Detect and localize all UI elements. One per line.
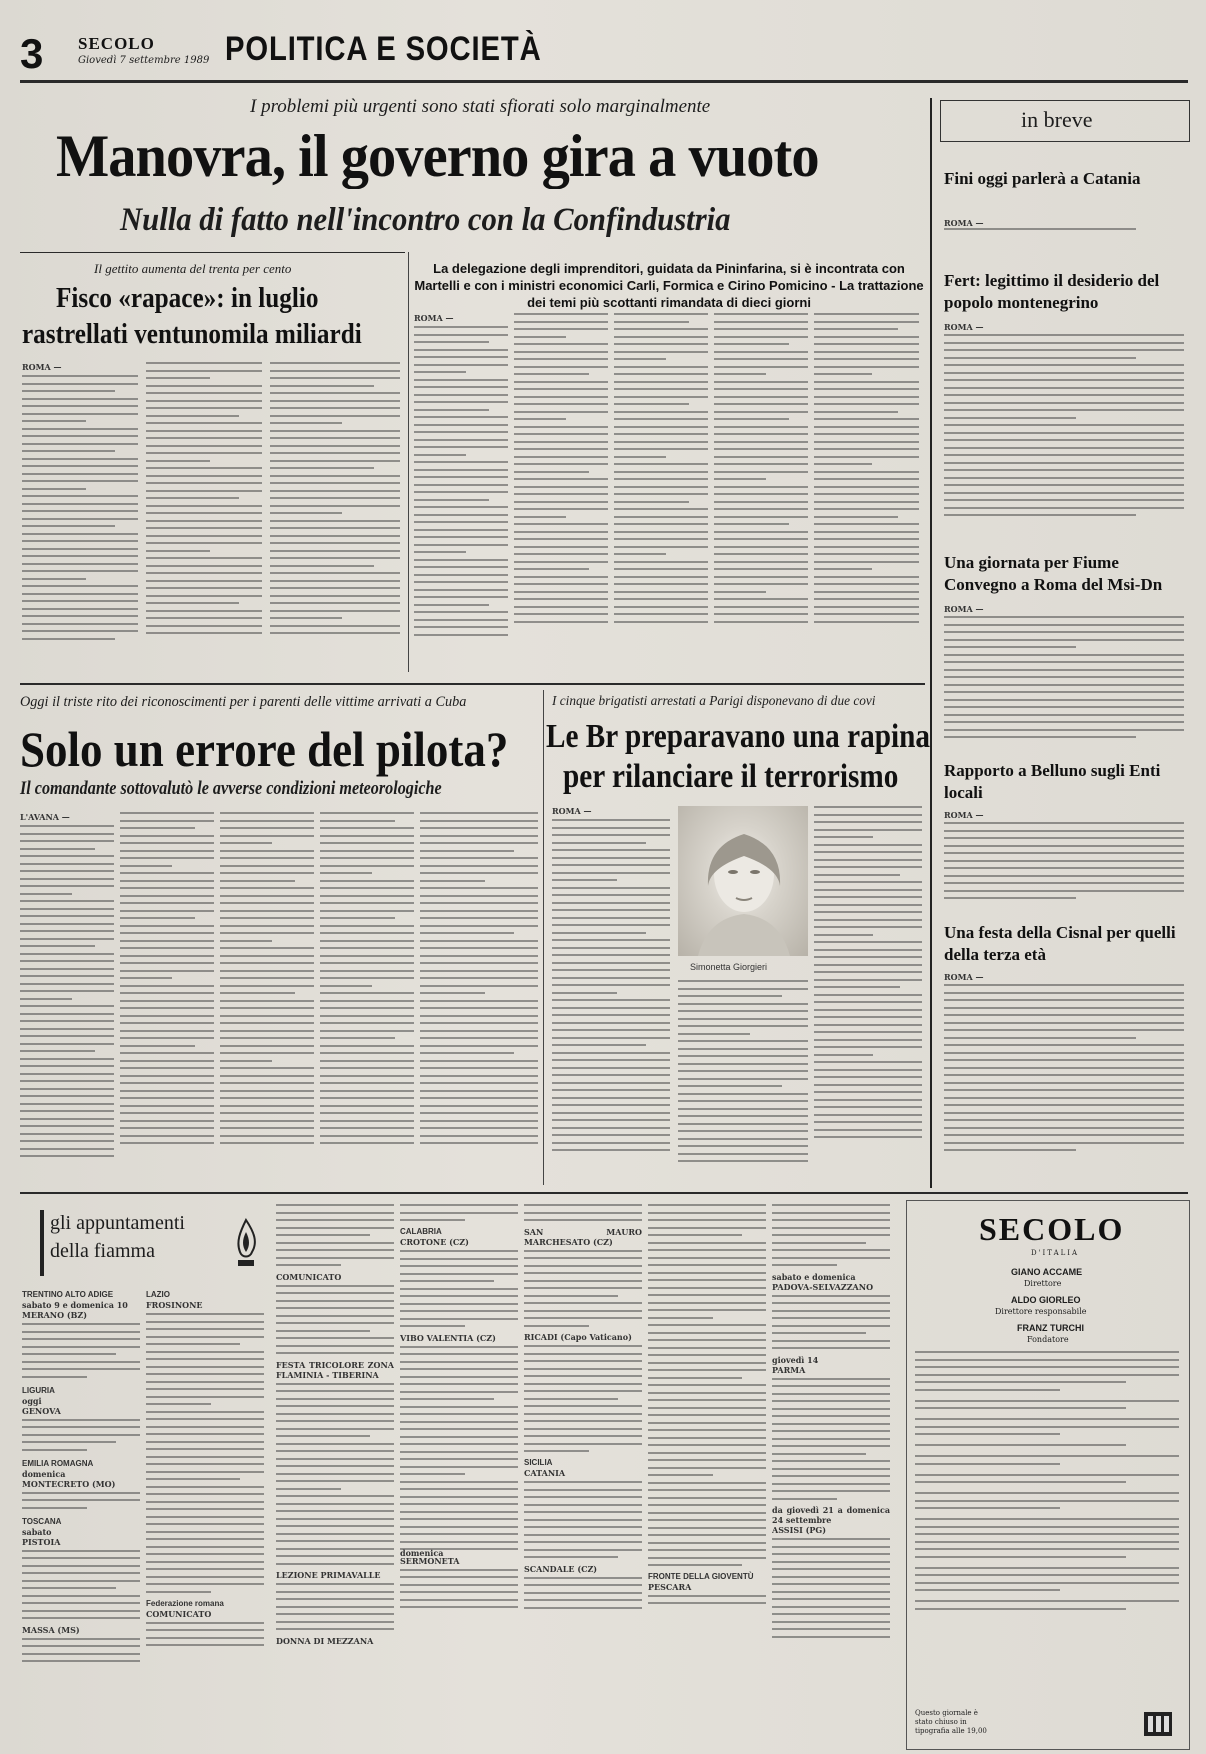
fisco-column-3	[270, 362, 400, 662]
in-breve-title: in breve	[1021, 107, 1093, 132]
region-lazio: LAZIO	[146, 1290, 170, 1299]
subhead-festa-tricolore: FESTA TRICOLORE ZONA FLAMINIA - TIBERINA	[276, 1359, 394, 1380]
subhead-comunicato-1: COMUNICATO	[146, 1608, 212, 1619]
fisco-headline-1: Fisco «rapace»: in luglio	[56, 283, 319, 314]
subhead-pistoia: PISTOIA	[22, 1536, 61, 1547]
region-trentino: TRENTINO ALTO ADIGE	[22, 1290, 114, 1299]
cuba-column-5	[420, 812, 538, 1182]
subhead-sabato-e-domenica: sabato e domenica	[772, 1271, 856, 1282]
region-toscana: TOSCANA	[22, 1516, 62, 1526]
appuntamenti-column-4	[400, 1204, 518, 1750]
br-column-2	[678, 980, 808, 1182]
cuba-column-2	[120, 812, 214, 1182]
subhead-fronte-gioventu: FRONTE DELLA GIOVENTÙ	[648, 1571, 754, 1581]
cuba-headline: Solo un errore del pilota?	[20, 721, 509, 777]
colophon-credits	[915, 1351, 1179, 1701]
breve-3-dateline: ROMA —	[944, 604, 984, 614]
breve-3-headline: Una giornata per Fiume Convegno a Roma del Msi-Dn	[944, 553, 1163, 594]
cuba-dateline: L'AVANA —	[20, 812, 70, 822]
union-logo-icon	[1143, 1711, 1173, 1737]
appuntamenti-box	[22, 1204, 272, 1284]
subhead-parma: PARMA	[772, 1364, 806, 1375]
appuntamenti-bracket	[40, 1210, 44, 1276]
breve-5-dateline: ROMA —	[944, 972, 984, 982]
colophon-director: GIANO ACCAME	[1011, 1267, 1083, 1277]
breve-4-headline: Rapporto a Belluno sugli Enti locali	[944, 761, 1161, 802]
region-federazione-romana: Federazione romana	[146, 1598, 224, 1608]
subhead-comunicato-2: COMUNICATO	[276, 1271, 342, 1282]
union-logo	[1143, 1711, 1173, 1737]
subhead-sabato-domenica: sabato 9 e domenica 10	[22, 1300, 128, 1310]
mid-rule	[20, 683, 925, 685]
lead-kicker: I problemi più urgenti sono stati sfiorati solo marginalmente	[250, 96, 711, 117]
subhead-sabato: sabato	[22, 1526, 52, 1537]
cuba-column-1	[20, 812, 114, 1182]
fisco-column-1	[22, 362, 138, 662]
subhead-catania: CATANIA	[524, 1468, 566, 1478]
subhead-oggi: oggi	[22, 1395, 42, 1406]
appuntamenti-column-6	[648, 1204, 766, 1750]
subhead-massa: MASSA (MS)	[22, 1624, 80, 1635]
appuntamenti-column-7	[772, 1204, 890, 1750]
lead-headline: Manovra, il governo gira a vuoto	[56, 123, 819, 189]
appuntamenti-title-1: gli appuntamenti	[50, 1212, 185, 1234]
subhead-frosinone: FROSINONE	[146, 1300, 203, 1310]
colophon-subname: D'ITALIA	[1031, 1249, 1080, 1257]
subhead-merano: MERANO (BZ)	[22, 1310, 88, 1320]
fisco-kicker: Il gettito aumenta del trenta per cento	[94, 261, 292, 276]
appuntamenti-column-2	[146, 1290, 264, 1750]
br-kicker: I cinque brigatisti arrestati a Parigi disponevano di due covi	[552, 694, 876, 709]
delegazione-headline: La delegazione degli imprenditori, guidata da Pininfarina, si è incontrata con Martelli e con i ministri economici Carli, Formica e Cirino Pomicino - La trattazione dei temi più scottanti rimandata di dieci giorni	[414, 261, 924, 310]
cuba-column-3	[220, 812, 314, 1182]
breve-1-text	[944, 218, 1184, 244]
subhead-vibo-valentia: VIBO VALENTIA (CZ)	[400, 1332, 496, 1343]
fisco-column-2	[146, 362, 262, 662]
subhead-donna-mezzana: DONNA DI MEZZANA	[276, 1635, 374, 1646]
bottom-rule	[20, 1192, 1188, 1194]
subhead-ricadi: RICADI (Capo Vaticano)	[524, 1332, 632, 1342]
breve-5-headline: Una festa della Cisnal per quelli della terza età	[944, 923, 1176, 964]
photo-caption: Simonetta Giorgieri	[690, 962, 768, 972]
colophon-founder-role: Fondatore	[1027, 1335, 1069, 1344]
flame-icon	[230, 1218, 262, 1270]
breve-5-text	[944, 972, 1184, 1182]
masthead-paper-name: SECOLO	[78, 34, 155, 53]
in-breve-box	[940, 100, 1190, 142]
breve-2-text	[944, 322, 1184, 540]
subhead-genova: GENOVA	[22, 1405, 61, 1416]
br-dateline: ROMA —	[552, 806, 592, 816]
brigatista-photo	[678, 806, 808, 956]
colophon-director-role: Direttore	[1024, 1279, 1062, 1288]
breve-4-text	[944, 810, 1184, 914]
subhead-domenica: domenica	[22, 1468, 66, 1479]
fisco-dateline: ROMA —	[22, 362, 62, 372]
colophon-box	[906, 1200, 1190, 1750]
cuba-column-4	[320, 812, 414, 1182]
subhead-giovedi-14: giovedì 14	[772, 1354, 819, 1365]
delegazione-column-2	[514, 313, 608, 663]
fisco-headline-2: rastrellati ventunomila miliardi	[22, 319, 362, 350]
appuntamenti-column-5	[524, 1204, 642, 1750]
fisco-rule	[20, 252, 405, 253]
appuntamenti-column-1	[22, 1290, 140, 1750]
delegazione-column-1	[414, 313, 508, 663]
subhead-assisi: ASSISI (PG)	[772, 1525, 827, 1535]
subhead-sermoneta: SERMONETA	[400, 1555, 460, 1566]
appuntamenti-column-3	[276, 1204, 394, 1750]
cuba-subhead: Il comandante sottovalutò le avverse condizioni meteorologiche	[20, 778, 442, 799]
colophon-name: SECOLO	[979, 1211, 1125, 1247]
colophon-footer: Questo giornale è stato chiuso in tipografia alle 19,00	[915, 1709, 987, 1735]
breve-4-dateline: ROMA —	[944, 810, 984, 820]
breve-1-headline: Fini oggi parlerà a Catania	[944, 169, 1141, 188]
subhead-crotone: CROTONE (CZ)	[400, 1237, 469, 1247]
subhead-padova: PADOVA-SELVAZZANO	[772, 1281, 874, 1292]
subhead-pescara: PESCARA	[648, 1581, 692, 1592]
region-liguria: LIGURIA	[22, 1385, 55, 1395]
portrait-figure	[678, 806, 808, 956]
delegazione-column-4	[714, 313, 808, 663]
subhead-montecreto: MONTECRETO (MO)	[22, 1478, 116, 1489]
masthead-rule	[20, 80, 1188, 83]
subhead-scandale: SCANDALE (CZ)	[524, 1563, 598, 1574]
br-column-3	[814, 806, 922, 1182]
lead-subhead: Nulla di fatto nell'incontro con la Confindustria	[120, 202, 731, 238]
page-number: 3	[20, 30, 44, 77]
region-calabria: CALABRIA	[400, 1227, 442, 1236]
masthead-date: Giovedì 7 settembre 1989	[78, 55, 210, 66]
breve-1-dateline: ROMA —	[944, 218, 984, 228]
subhead-da-giovedi-21: da giovedì 21 a domenica 24 settembre	[772, 1505, 890, 1525]
subhead-san-mauro: SAN MAURO MARCHESATO (CZ)	[524, 1226, 642, 1247]
br-headline-2: per rilanciare il terrorismo	[563, 758, 899, 795]
colophon-founder: FRANZ TURCHI	[1017, 1323, 1084, 1333]
br-column-1	[552, 806, 670, 1182]
cuba-br-divider	[543, 690, 544, 1185]
section-title: POLITICA E SOCIETÀ	[225, 30, 542, 68]
breve-2-headline: Fert: legittimo il desiderio del popolo montenegrino	[944, 271, 1160, 312]
br-headline-1: Le Br preparavano una rapina	[546, 718, 930, 755]
breve-3-text	[944, 604, 1184, 750]
appuntamenti-title-2: della fiamma	[50, 1240, 155, 1262]
col-divider	[408, 252, 409, 672]
breve-2-dateline: ROMA —	[944, 322, 984, 332]
region-sicilia: SICILIA	[524, 1458, 553, 1467]
colophon-resp-role: Direttore responsabile	[995, 1307, 1087, 1316]
delegazione-column-3	[614, 313, 708, 663]
delegazione-dateline: ROMA —	[414, 313, 454, 323]
sidebar-divider	[930, 98, 932, 1188]
region-emilia: EMILIA ROMAGNA	[22, 1458, 94, 1468]
colophon-resp: ALDO GIORLEO	[1011, 1295, 1081, 1305]
subhead-lezione-primavalle: LEZIONE PRIMAVALLE	[276, 1570, 381, 1580]
delegazione-column-5	[814, 313, 919, 663]
cuba-kicker: Oggi il triste rito dei riconoscimenti per i parenti delle vittime arrivati a Cuba	[20, 694, 467, 710]
subhead-domenica-calabria: domenica	[400, 1548, 444, 1558]
